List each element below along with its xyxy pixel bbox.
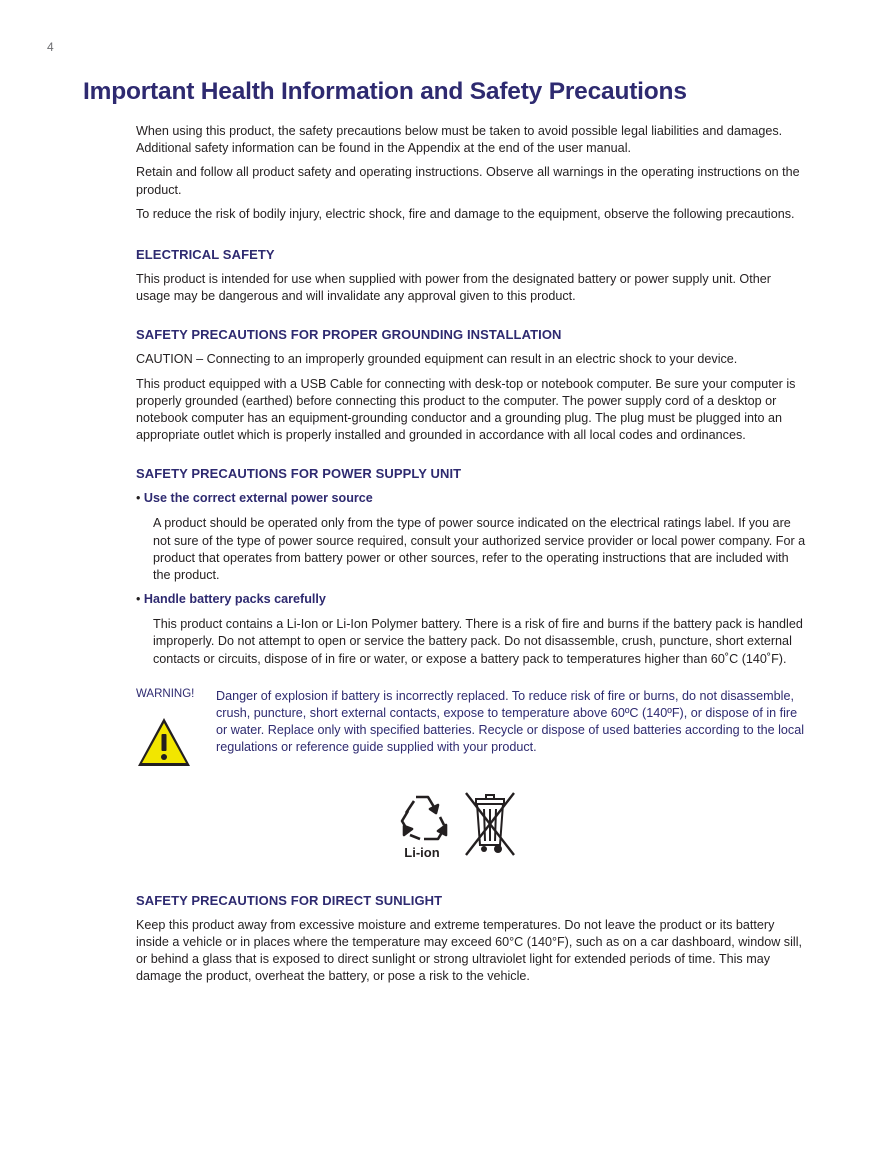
page-title: Important Health Information and Safety Precautions: [83, 78, 687, 105]
page-number: 4: [47, 40, 54, 54]
bullet-marker: •: [136, 491, 141, 506]
warning-text: Danger of explosion if battery is incorrectly replaced. To reduce risk of fire or burns, do not disassemble, crush, puncture, short external contacts, expose to temperature above 60ºC (140ºF), or dispose of in fire or water. Replace only with specified batteries. Recycle or dispose of used batteries according to the local regulations or reference guide supplied with your product.: [216, 688, 805, 755]
bullet-title: Handle battery packs carefully: [143, 592, 326, 607]
bullet-marker: •: [136, 592, 141, 607]
warning-block: [136, 688, 806, 776]
bullet-power-source: [136, 490, 806, 507]
grounding-text: This product equipped with a USB Cable for connecting with desk-top or notebook computer. Be sure your computer is properly grounded (earthed) before connecting this product to the computer. The power supply cord of a desktop or notebook computer has an equipment-grounding conductor and a grounding plug. The plug must be plugged into an appropriate outlet which is properly installed and grounded in accordance with all local codes and ordinances.: [136, 376, 796, 443]
power-source-text: A product should be operated only from the type of power source indicated on the electrical ratings label. If you are not sure of the type of power source required, consult your authorized service provider or local power company. For a product that operates from battery power or other sources, refer to the operating instructions that are included with the product.: [153, 516, 806, 583]
bullet-title: Use the correct external power source: [143, 491, 373, 506]
grounding-heading: SAFETY PRECAUTIONS FOR PROPER GROUNDING INSTALLATION: [136, 327, 562, 343]
sunlight-text: Keep this product away from excessive moisture and extreme temperatures. Do not leave the product or its battery inside a vehicle or in places where the temperature may exceed 60°C (140°F), such as on a car dashboard, window sill, or behind a glass that is exposed to direct sunlight or strong ultraviolet light for extended periods of time. This may damage the product, overheat the battery, or pose a risk to the vehicle.: [136, 917, 802, 984]
disposal-symbols: [136, 789, 806, 871]
intro-paragraph-3: To reduce the risk of bodily injury, electric shock, fire and damage to the equipment, observe the following precautions.: [136, 206, 795, 221]
bullet-battery-packs: [136, 591, 806, 608]
electrical-safety-heading: ELECTRICAL SAFETY: [136, 247, 275, 263]
intro-paragraph-2: Retain and follow all product safety and operating instructions. Observe all warnings in the operating instructions on the product.: [136, 165, 800, 197]
warning-label: WARNING!: [136, 687, 195, 700]
battery-packs-text: This product contains a Li-Ion or Li-Ion Polymer battery. There is a risk of fire and burns if the battery pack is handled improperly. Do not attempt to open or service the battery pack. Do not disassemble, crush, puncture, short external contacts or circuits, dispose of in fire or water, or expose a battery pack to temperatures higher than 60˚C (140˚F).: [153, 617, 803, 666]
sunlight-heading: SAFETY PRECAUTIONS FOR DIRECT SUNLIGHT: [136, 892, 443, 908]
page-content: [136, 123, 806, 993]
grounding-caution: CAUTION – Connecting to an improperly grounded equipment can result in an electric shock to your device.: [136, 352, 738, 367]
power-supply-heading: SAFETY PRECAUTIONS FOR POWER SUPPLY UNIT: [136, 466, 462, 482]
electrical-safety-text: This product is intended for use when supplied with power from the designated battery or power supply unit. Other usage may be dangerous and will invalidate any approval given to this product.: [136, 272, 771, 304]
crossed-bin-icon: [462, 789, 518, 861]
intro-paragraph-1: When using this product, the safety precautions below must be taken to avoid possible legal liabilities and damages. Additional safety information can be found in the Appendix at the end of the user manual.: [136, 124, 783, 156]
li-ion-label: Li-ion: [404, 844, 440, 860]
warning-triangle-icon: [136, 716, 192, 768]
recycle-icon: [394, 789, 450, 861]
